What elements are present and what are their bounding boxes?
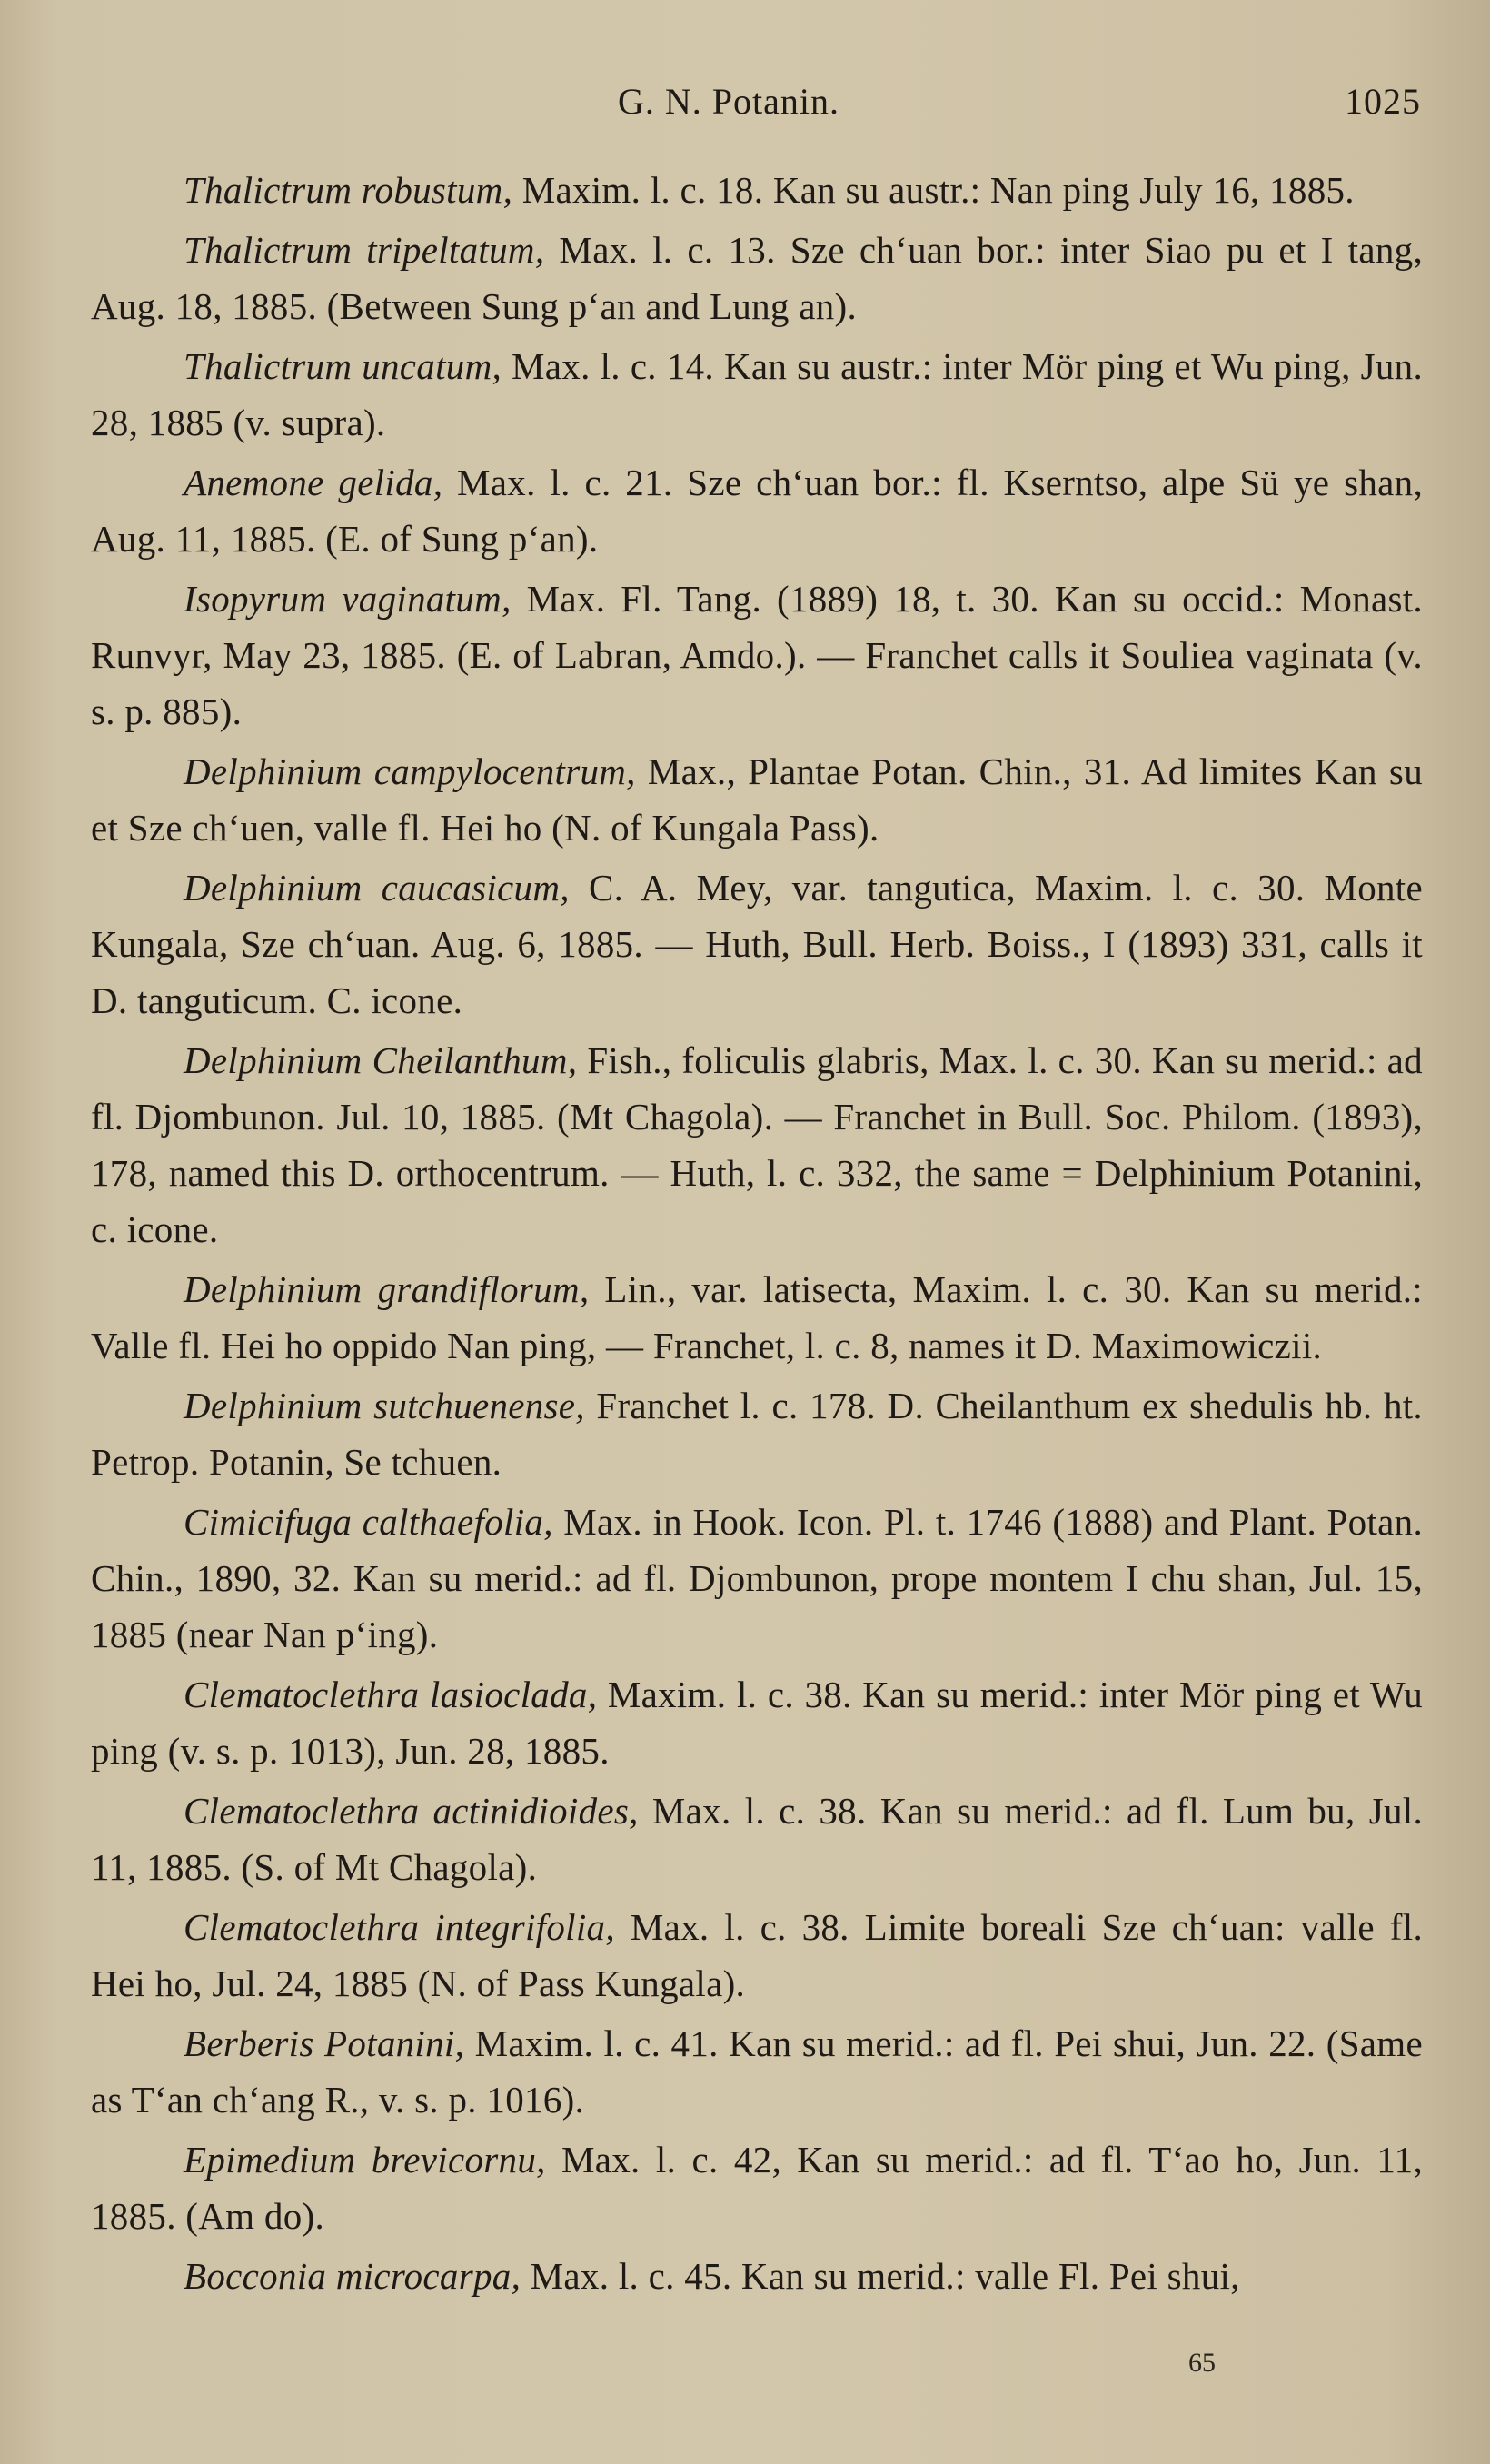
species-name: Cimicifuga calthaefolia,	[184, 1501, 553, 1543]
species-name: Anemone gelida,	[184, 462, 443, 503]
species-citation: C. A. Mey, var. tangutica, Maxim. l. c. 30. Monte Kungala, Sze chʻuan. Aug. 6, 1885. — Huth, Bull. Herb. Boiss., I (1893) 331, calls it D. tanguticum. C. icone.	[91, 867, 1423, 1021]
species-entry	[91, 1494, 1423, 1663]
species-citation: Max. l. c. 13. Sze chʻuan bor.: inter Siao pu et I tang, Aug. 18, 1885. (Between Sung pʻan and Lung an).	[91, 229, 1423, 327]
species-citation: Max. l. c. 21. Sze chʻuan bor.: fl. Kserntso, alpe Sü ye shan, Aug. 11, 1885. (E. of Sung pʻan).	[91, 462, 1423, 560]
running-head: G. N. Potanin.	[618, 81, 839, 122]
body-text	[91, 162, 1423, 2308]
species-name: Thalictrum robustum,	[184, 169, 513, 211]
species-entry	[91, 1032, 1423, 1257]
species-name: Delphinium caucasicum,	[184, 867, 570, 909]
species-citation: Maxim. l. c. 41. Kan su merid.: ad fl. Pei shui, Jun. 22. (Same as Tʻan chʻang R., v. s. p. 1016).	[91, 2022, 1423, 2121]
species-entry	[91, 2131, 1423, 2244]
species-citation: Franchet l. c. 178. D. Cheilanthum ex shedulis hb. ht. Petrop. Potanin, Se tchuen.	[91, 1385, 1423, 1483]
species-entry	[91, 1783, 1423, 1895]
species-entry	[91, 2248, 1423, 2304]
species-entry	[91, 1261, 1423, 1374]
species-citation: Fish., foliculis glabris, Max. l. c. 30. Kan su merid.: ad fl. Djombunon. Jul. 10, 1885. (Mt Chagola). — Franchet in Bull. Soc. Philom. (1893), 178, named this D. orthocentrum. — Huth, l. c. 332, the same = Delphinium Potanini, c. icone.	[91, 1039, 1423, 1250]
species-citation: Max. in Hook. Icon. Pl. t. 1746 (1888) and Plant. Potan. Chin., 1890, 32. Kan su merid.: ad fl. Djombunon, prope montem I chu shan, Jul. 15, 1885 (near Nan pʻing).	[91, 1501, 1423, 1655]
species-entry	[91, 571, 1423, 740]
species-citation: Max. l. c. 42, Kan su merid.: ad fl. Tʻao ho, Jun. 11, 1885. (Am do).	[91, 2139, 1423, 2237]
species-citation: Max. Fl. Tang. (1889) 18, t. 30. Kan su occid.: Monast. Runvyr, May 23, 1885. (E. of Labran, Amdo.). — Franchet calls it Souliea vaginata (v. s. p. 885).	[91, 578, 1423, 732]
species-entry	[91, 1377, 1423, 1490]
page-header	[182, 80, 1421, 134]
species-name: Thalictrum tripeltatum,	[184, 229, 545, 271]
species-name: Bocconia microcarpa,	[184, 2255, 522, 2297]
species-citation: Max. l. c. 45. Kan su merid.: valle Fl. Pei shui,	[521, 2255, 1240, 2297]
species-name: Thalictrum uncatum,	[184, 345, 502, 387]
species-name: Delphinium Cheilanthum,	[184, 1039, 578, 1081]
species-citation: Lin., var. latisecta, Maxim. l. c. 30. Kan su merid.: Valle fl. Hei ho oppido Nan ping, — Franchet, l. c. 8, names it D. Maximowiczii.	[91, 1268, 1423, 1366]
page-number: 1025	[1345, 81, 1421, 122]
species-entry	[91, 338, 1423, 451]
species-entry	[91, 222, 1423, 334]
species-citation: Max. l. c. 38. Kan su merid.: ad fl. Lum bu, Jul. 11, 1885. (S. of Mt Chagola).	[91, 1790, 1423, 1888]
species-citation: Max., Plantae Potan. Chin., 31. Ad limites Kan su et Sze chʻuen, valle fl. Hei ho (N. of Kungala Pass).	[91, 750, 1423, 849]
species-name: Delphinium campylocentrum,	[184, 750, 636, 792]
species-citation: Maxim. l. c. 18. Kan su austr.: Nan ping July 16, 1885.	[512, 169, 1355, 211]
signature-mark: 65	[1188, 2348, 1216, 2378]
species-name: Clematoclethra lasioclada,	[184, 1674, 598, 1715]
species-entry	[91, 454, 1423, 567]
species-citation: Max. l. c. 14. Kan su austr.: inter Mör ping et Wu ping, Jun. 28, 1885 (v. supra).	[91, 345, 1423, 443]
species-name: Delphinium grandiflorum,	[184, 1268, 590, 1310]
species-entry	[91, 162, 1423, 218]
species-entry	[91, 2015, 1423, 2128]
species-entry	[91, 1666, 1423, 1779]
species-entry	[91, 1899, 1423, 2012]
species-name: Clematoclethra actinidioides,	[184, 1790, 639, 1832]
species-citation: Maxim. l. c. 38. Kan su merid.: inter Mör ping et Wu ping (v. s. p. 1013), Jun. 28, 1885.	[91, 1674, 1423, 1772]
species-entry	[91, 743, 1423, 856]
species-name: Delphinium sutchuenense,	[184, 1385, 585, 1426]
species-name: Clematoclethra integrifolia,	[184, 1906, 615, 1948]
species-citation: Max. l. c. 38. Limite boreali Sze chʻuan: valle fl. Hei ho, Jul. 24, 1885 (N. of Pass Kungala).	[91, 1906, 1423, 2004]
species-name: Epimedium brevicornu,	[184, 2139, 546, 2181]
species-name: Berberis Potanini,	[184, 2022, 465, 2064]
species-entry	[91, 859, 1423, 1028]
species-name: Isopyrum vaginatum,	[184, 578, 512, 620]
